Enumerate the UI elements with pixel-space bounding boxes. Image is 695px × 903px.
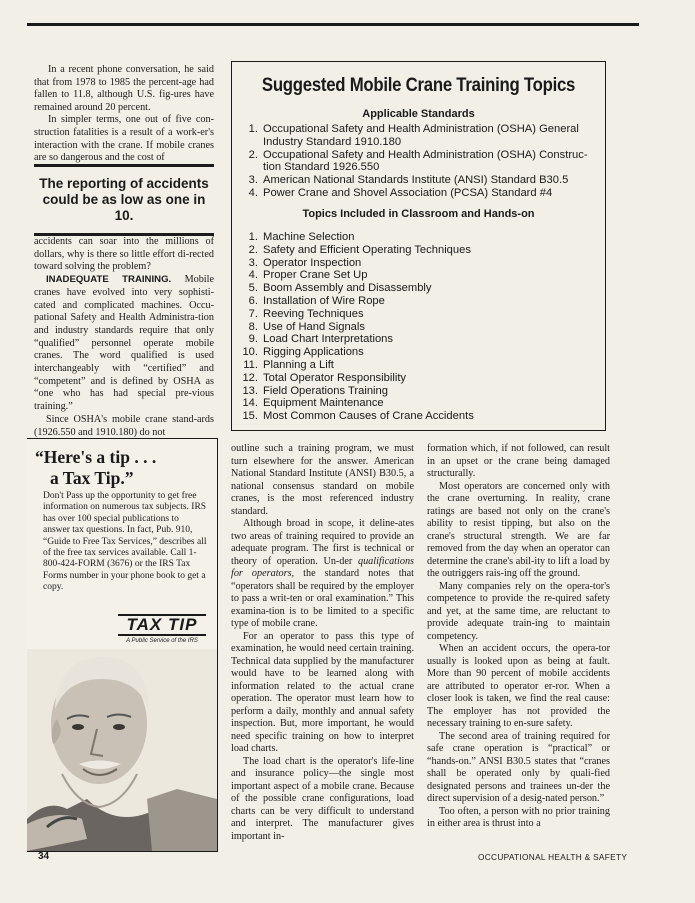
item-text: Planning a Lift (263, 358, 334, 371)
standards-list (241, 123, 597, 200)
item-text: Reeving Techniques (263, 307, 364, 320)
paragraph: Many companies rely on the opera-tor's competence to provide the re-quired safety and yet, at the same time, are reluctant to provide adequate train-ing to maintain competency. (427, 580, 610, 642)
item-text: Boom Assembly and Disassembly (263, 282, 432, 295)
paragraph: In simpler terms, one out of five con-struction fatalities is a result of a work-er's interaction with the crane. If mobile cranes are so dangerous and the cost of (34, 114, 214, 164)
paragraph: In a recent phone conversation, he said that from 1978 to 1985 the percent-age had fallen to 11.8, although U.S. fig-ures have remained around 20 percent. (34, 64, 214, 113)
tax-tip-ad (27, 438, 218, 852)
ad-body: Don't Pass up the opportunity to get free information on numerous tax subjects. IRS has over 100 special publications to answer tax questions. In fact, Pub. 910, “Guide to Free Tax Services,” describes all of the free tax services available. Call 1-800-424-FORM (3676) or the IRS Tax Forms number in your phone book to get a copy. (43, 491, 207, 593)
paragraph (34, 274, 214, 414)
item-number: 2. (248, 243, 258, 256)
left-column-bottom (34, 236, 214, 439)
item-number: 1. (248, 231, 258, 243)
training-topics-box (231, 61, 606, 431)
list-item (241, 372, 597, 385)
item-text: Occupational Safety and Health Administration (OSHA) General Industry Standard 1910.180 (263, 123, 579, 148)
left-column-top (34, 64, 214, 165)
pull-quote (34, 164, 214, 236)
pull-quote-text: The reporting of accidents could be as low as one in 10. (39, 176, 209, 223)
item-text: Load Chart Interpretations (263, 333, 393, 346)
item-text: Equipment Maintenance (263, 397, 384, 410)
list-item (241, 174, 597, 187)
paragraph (231, 518, 414, 631)
list-item (241, 187, 597, 200)
paragraph: formation which, if not followed, can result in an upset or the crane being damaged structurally. (427, 443, 610, 479)
list-item (241, 410, 597, 423)
logo-text: TAX TIP (118, 614, 206, 636)
list-item (241, 321, 597, 334)
spokesman-photo (27, 649, 217, 851)
item-text: Most Common Causes of Crane Accidents (263, 410, 474, 423)
ad-headline (35, 447, 210, 489)
list-item (241, 385, 597, 398)
top-rule (27, 23, 639, 26)
list-item (241, 295, 597, 308)
list-item (241, 244, 597, 257)
list-item (241, 308, 597, 321)
item-number: 2. (248, 148, 258, 161)
item-text: Operator Inspection (263, 256, 362, 269)
standards-heading: Applicable Standards (362, 108, 475, 120)
item-text: Total Operator Responsibility (263, 371, 407, 384)
box-title: Suggested Mobile Crane Training Topics (261, 74, 576, 96)
item-text: Power Crane and Shovel Association (PCSA) Standard #4 (263, 186, 553, 199)
item-number: 1. (248, 123, 258, 135)
list-item (241, 333, 597, 346)
paragraph: accidents can soar into the millions of dollars, why is there so little effort di-rected toward solving the problem? (34, 236, 214, 273)
item-number: 10. (242, 346, 258, 359)
item-number: 12. (242, 371, 258, 384)
topics-list (241, 231, 597, 423)
ad-headline-line2: a Tax Tip.” (50, 468, 134, 488)
paragraph: outline such a training program, we must turn elsewhere for the answer. American National Standard Institute (ANSI) B30.5, a national consensus standard on mobile cranes, is the most referenced industry standard. (231, 443, 414, 517)
list-item (241, 346, 597, 359)
list-item (241, 397, 597, 410)
item-text: Rigging Applications (263, 346, 364, 359)
item-number: 9. (248, 333, 258, 346)
item-text: Safety and Efficient Operating Techniques (263, 243, 471, 256)
running-foot: OCCUPATIONAL HEALTH & SAFETY (478, 852, 628, 862)
item-number: 4. (248, 269, 258, 282)
paragraph: When an accident occurs, the opera-tor usually is looked upon as being at fault. More than 90 percent of mobile accidents are attributed to operator er-ror. When a closer look is taken, we find the real cause: The employer has not provided the necessary training to en-sure safety. (427, 643, 610, 729)
paragraph: The load chart is the operator's life-line and insurance policy—the single most important aspect of a mobile crane. Because of the possible crane configurations, load charts can be very difficult to understand and interpret. The manufacturer gives important in- (231, 755, 414, 842)
item-number: 15. (242, 410, 258, 423)
list-item (241, 149, 597, 175)
ad-headline-line1: “Here's a tip . . . (35, 447, 157, 467)
topics-heading: Topics Included in Classroom and Hands-on (302, 208, 535, 220)
list-item (241, 231, 597, 244)
logo-tagline: A Public Service of the IRS (126, 638, 198, 644)
paragraph-text: Mobile cranes have evolved into very sophisti-cated and complicated machines. Occu-pational Safety and Health Administra-tion and industry standards require that only “qualified” personnel operate mobile cranes. The word qualified is used interchangeably with “certified” and “competent” and is defined by OSHA as “one who has had special pre-vious training.” (34, 274, 214, 413)
list-item (241, 282, 597, 295)
item-text: Use of Hand Signals (263, 320, 365, 333)
item-text: Installation of Wire Rope (263, 294, 385, 307)
paragraph: For an operator to pass this type of examination, he would need certain training. Technical data supplied by the manufacturer would have to be learned along with information related to the actual crane operation. The operator must learn how to perform a daily, monthly and annual safety inspection. But, more important, he would need specific training on how to interpret load charts. (231, 630, 414, 754)
paragraph: Since OSHA's mobile crane stand-ards (1926.550 and 1910.180) do not (34, 413, 214, 438)
paragraph: The second area of training required for safe crane operation is “practical” or “hands-on.” ANSI B30.5 states that “cranes shall be operated only by quali-fied designated persons and trainees un-der the direct supervision of a desig-nated person.” (427, 730, 610, 804)
item-number: 14. (242, 397, 258, 410)
paragraph-text: the standard notes that “operators shall be required by the employer to pass a writ-ten or oral examination.” This examina-tion is to be limited to a specific type of mobile crane. (231, 568, 414, 629)
item-number: 11. (243, 358, 258, 371)
tax-tip-logo (118, 614, 206, 644)
paragraph: Most operators are concerned only with the crane overturning. In reality, crane ratings are based not only on the crane's ability to resist tipping, but also on the crane's structural strength. We are far removed from the day when an operator can determine the crane's abil-ity to lift a load by the outriggers rais-ing off the ground. (427, 480, 610, 579)
list-item (241, 359, 597, 372)
item-text: Field Operations Training (263, 384, 388, 397)
item-number: 7. (248, 307, 258, 320)
subhead: INADEQUATE TRAINING. (46, 274, 172, 286)
item-number: 3. (248, 174, 258, 187)
item-number: 6. (248, 294, 258, 307)
item-text: American National Standards Institute (ANSI) Standard B30.5 (263, 174, 569, 187)
item-number: 4. (248, 186, 258, 199)
italic-phrase: qualifications for operators, (231, 555, 414, 579)
list-item (241, 269, 597, 282)
item-number: 5. (248, 282, 258, 295)
item-number: 8. (248, 320, 258, 333)
item-number: 13. (242, 384, 258, 397)
item-text: Proper Crane Set Up (263, 269, 368, 282)
paragraph: Too often, a person with no prior training in either area is thrust into a (427, 805, 610, 829)
list-item (241, 257, 597, 270)
list-item (241, 123, 597, 149)
item-number: 3. (248, 256, 258, 269)
article-column-right (427, 443, 610, 831)
article-column-middle (231, 443, 414, 843)
item-text: Machine Selection (263, 231, 355, 243)
page-number: 34 (38, 851, 50, 862)
item-text: Occupational Safety and Health Administration (OSHA) Construc-tion Standard 1926.550 (263, 148, 588, 174)
paragraph-text: Although broad in scope, it deline-ates two areas of training required to provide an adequate program. The first is technical or theory of operation. Un-der (231, 518, 414, 567)
